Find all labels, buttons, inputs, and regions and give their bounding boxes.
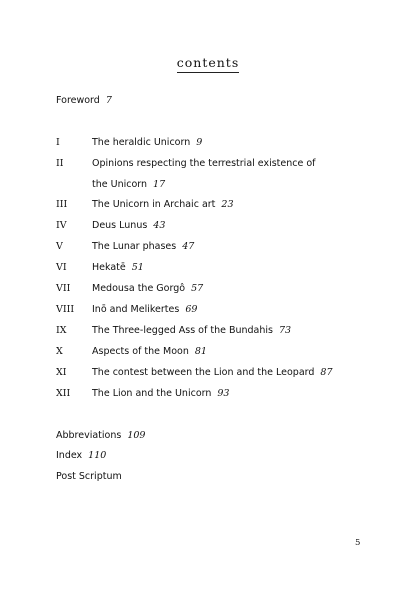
chapter-number: V [56, 241, 63, 252]
entry-page: 87 [320, 367, 333, 378]
entry-title: Inō and Melikertes [92, 304, 180, 315]
entry-page: 69 [185, 304, 198, 315]
entry-page: 57 [191, 283, 204, 294]
entry-page: 93 [217, 388, 230, 399]
chapter-number: VIII [56, 304, 75, 315]
entry-page: 23 [221, 199, 234, 210]
entry-page: 47 [182, 241, 195, 252]
chapter-number: VI [56, 262, 67, 273]
entry-title: The contest between the Lion and the Leopard [92, 367, 315, 378]
entry-title: The Unicorn in Archaic art [92, 199, 216, 210]
entry-page: 17 [153, 179, 166, 190]
entry-title: Opinions respecting the terrestrial existence of [92, 158, 316, 169]
chapter-number: VII [56, 283, 71, 294]
entry-page: 73 [279, 325, 292, 336]
entry-page: 7 [105, 95, 112, 106]
chapter-number: X [56, 346, 63, 357]
page-number: 5 [355, 538, 361, 548]
entry-title: Foreword [56, 95, 100, 106]
entry-title: Abbreviations [56, 430, 122, 441]
contents-heading: contents [177, 55, 240, 73]
entry-title: The Lion and the Unicorn [92, 388, 212, 399]
entry-page: 109 [127, 430, 146, 441]
entry-title: Aspects of the Moon [92, 346, 189, 357]
entry-page: 51 [131, 262, 144, 273]
entry-page: 43 [153, 220, 166, 231]
heading-wrap [0, 52, 416, 73]
chapter-number: XI [56, 367, 67, 378]
chapter-number: IV [56, 220, 67, 231]
chapter-number: IX [56, 325, 67, 336]
chapter-number: XII [56, 388, 71, 399]
entry-title: Hekatē [92, 262, 126, 273]
entry-title: Post Scriptum [56, 471, 122, 482]
chapter-number: I [56, 137, 60, 148]
entry-title: The Lunar phases [92, 241, 177, 252]
entry-title: The Three-legged Ass of the Bundahis [92, 325, 273, 336]
entry-page: 110 [88, 450, 107, 461]
chapter-number: II [56, 158, 64, 169]
entry-title: the Unicorn [92, 179, 148, 190]
entry-title: Deus Lunus [92, 220, 148, 231]
entry-title: Medousa the Gorgô [92, 283, 186, 294]
entry-title: The heraldic Unicorn [92, 137, 191, 148]
entry-title: Index [56, 450, 83, 461]
chapter-number: III [56, 199, 68, 210]
entry-page: 81 [194, 346, 207, 357]
entry-page: 9 [196, 137, 203, 148]
